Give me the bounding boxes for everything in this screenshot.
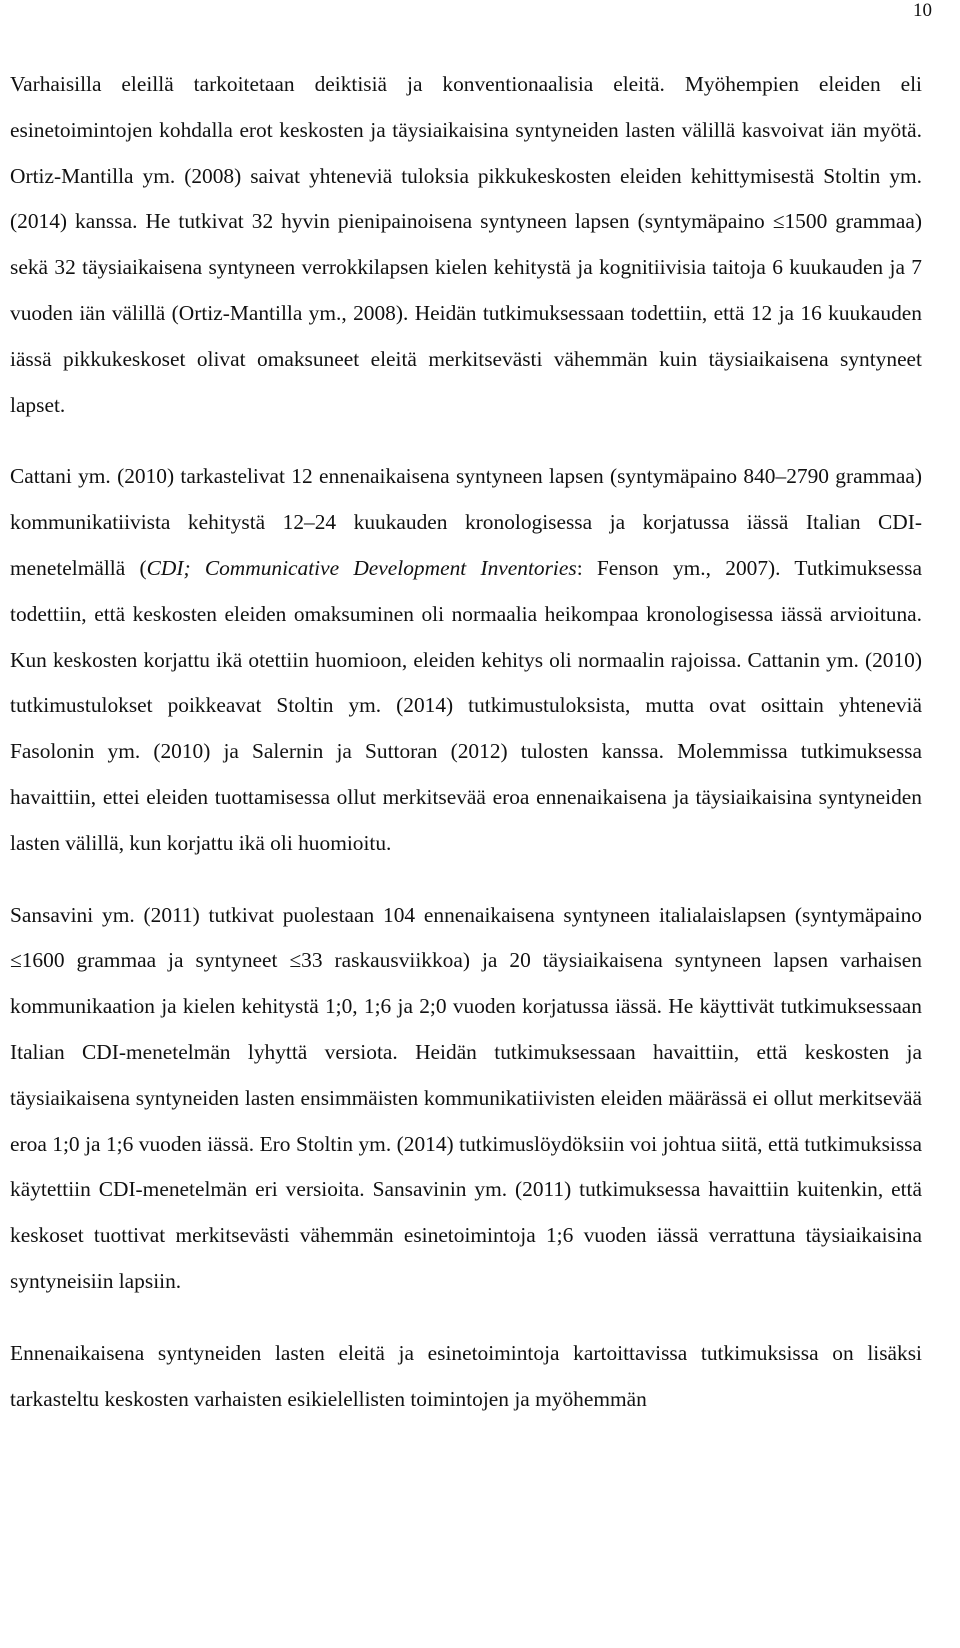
paragraph-cattani-text-1: Cattani ym. (2010) tarkastelivat 12 ennenaikaisena syntyneen lapsen (syntymäpaino 840–2790 grammaa) kommunikatiivista kehitystä 12–24 kuukauden kronologisessa ja korjatussa iässä Italian CDI-menetelmällä ( bbox=[10, 464, 922, 580]
paragraph-gestures-early: Varhaisilla eleillä tarkoitetaan deiktisiä ja konventionaalisia eleitä. Myöhempien eleiden eli esinetoimintojen kohdalla erot keskosten ja täysiaikaisina syntyneiden lasten välillä kasvoivat iän myötä. Ortiz-Mantilla ym. (2008) saivat yhteneviä tuloksia pikkukeskosten eleiden kehittymisestä Stoltin ym. (2014) kanssa. He tutkivat 32 hyvin pienipainoisena syntyneen lapsen (syntymäpaino ≤1500 grammaa) sekä 32 täysiaikaisena syntyneen verrokkilapsen kielen kehitystä ja kognitiivisia taitoja 6 kuukauden ja 7 vuoden iän välillä (Ortiz-Mantilla ym., 2008). Heidän tutkimuksessaan todettiin, että 12 ja 16 kuukauden iässä pikkukeskoset olivat omaksuneet eleitä merkitsevästi vähemmän kuin täysiaikaisena syntyneet lapset. bbox=[10, 72, 922, 417]
paragraph-sansavini: Sansavini ym. (2011) tutkivat puolestaan 104 ennenaikaisena syntyneen italialaislapsen (syntymäpaino ≤1600 grammaa ja syntyneet ≤33 raskausviikkoa) ja 20 täysiaikaisena syntyneen lapsen varhaisen kommunikaation ja kielen kehitystä 1;0, 1;6 ja 2;0 vuoden korjatussa iässä. He käyttivät tutkimuksessaan Italian CDI-menetelmän lyhyttä versiota. Heidän tutkimuksessaan havaittiin, että keskosten ja täysiaikaisena syntyneiden lasten ensimmäisten kommunikatiivisten eleiden määrässä ei ollut merkitsevää eroa 1;0 ja 1;6 vuoden iässä. Ero Stoltin ym. (2014) tutkimuslöydöksiin voi johtua siitä, että tutkimuksissa käytettiin CDI-menetelmän eri versioita. Sansavinin ym. (2011) tutkimuksessa havaittiin kuitenkin, että keskoset tuottivat merkitsevästi vähemmän esinetoimintoja 1;6 vuoden iässä verrattuna täysiaikaisina syntyneisiin lapsiin. bbox=[10, 902, 922, 1293]
paragraph-cattani-text-2: : Fenson ym., 2007). Tutkimuksessa todettiin, että keskosten eleiden omaksuminen oli normaalia heikompaa kronologisessa iässä arvioituna. Kun keskosten korjattu ikä otettiin huomioon, eleiden kehitys oli normaalin rajoissa. Cattanin ym. (2010) tutkimustulokset poikkeavat Stoltin ym. (2014) tutkimustuloksista, mutta ovat osittain yhteneviä Fasolonin ym. (2010) ja Salernin ja Suttoran (2012) tulosten kanssa. Molemmissa tutkimuksessa havaittiin, ettei eleiden tuottamisessa ollut merkitsevää eroa ennenaikaisena ja täysiaikaisina syntyneiden lasten välillä, kun korjattu ikä oli huomioitu. bbox=[10, 555, 922, 855]
paragraph-cattani bbox=[10, 454, 922, 866]
paragraph-preterm-studies: Ennenaikaisena syntyneiden lasten eleitä ja esinetoimintoja kartoittavissa tutkimuksissa on lisäksi tarkasteltu keskosten varhaisten esikielellisten toimintojen ja myöhemmän bbox=[10, 1340, 922, 1411]
page-number: 10 bbox=[913, 0, 932, 21]
paragraph-cattani-italic: CDI; Communicative Development Inventories bbox=[146, 555, 577, 580]
document-body bbox=[0, 62, 922, 1448]
